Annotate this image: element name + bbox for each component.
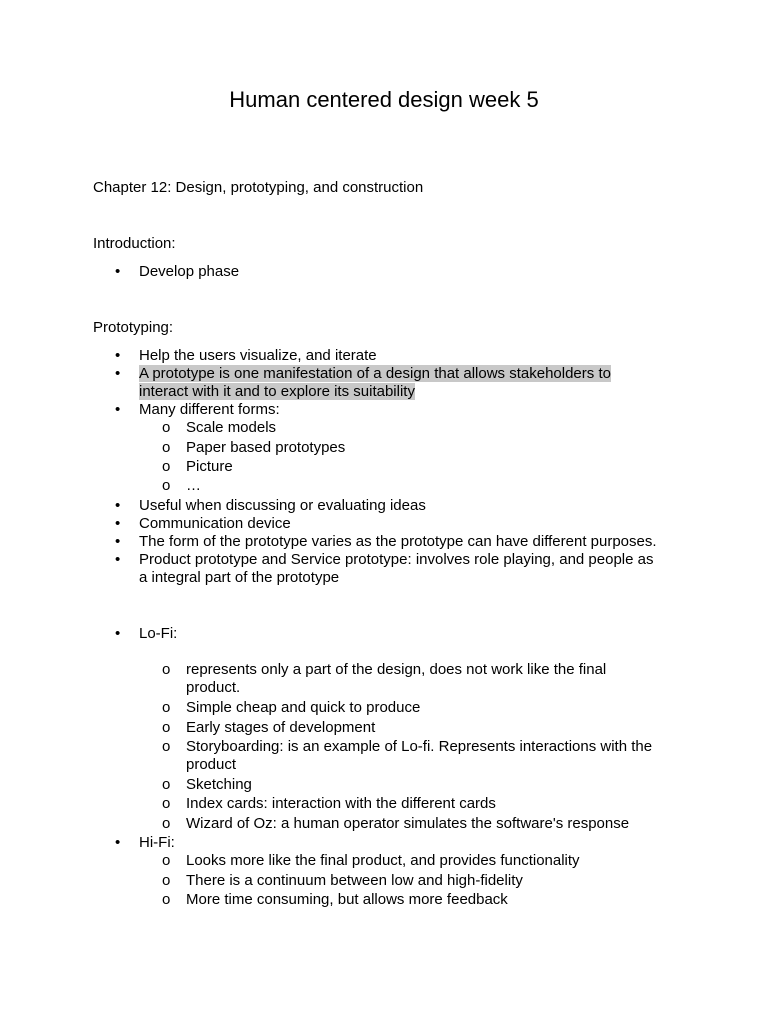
sub-list-item-text: More time consuming, but allows more feedback (186, 891, 508, 908)
list-item-text-block (139, 365, 684, 401)
list-item-text: The form of the prototype varies as the prototype can have different purposes. (139, 533, 657, 550)
list-item-text: a integral part of the prototype (139, 569, 340, 586)
sub-bullet-icon: o (162, 458, 171, 475)
sub-bullet-icon: o (162, 477, 171, 494)
sub-bullet-icon: o (162, 852, 171, 869)
sub-bullet-icon: o (162, 661, 171, 678)
document-title: Human centered design week 5 (229, 87, 539, 112)
sub-list-item-text: product (186, 756, 237, 773)
sub-list-item-text: Sketching (186, 776, 252, 793)
sub-list-item-text: product. (186, 679, 241, 696)
list-item-text: Communication device (139, 515, 291, 532)
sub-bullet-icon: o (162, 439, 171, 456)
sub-list-item-text: … (186, 477, 201, 494)
bullet-icon: • (115, 263, 121, 280)
bullet-icon: • (115, 551, 121, 568)
sub-list-item-text-block (186, 661, 676, 697)
bullet-icon: • (115, 401, 121, 418)
bullet-icon: • (115, 515, 121, 532)
list-item-text: Useful when discussing or evaluating ideas (139, 497, 426, 514)
sub-list-item-text: Storyboarding: is an example of Lo-fi. Represents interactions with the (186, 738, 653, 755)
sub-bullet-icon: o (162, 419, 171, 436)
sub-bullet-icon: o (162, 815, 171, 832)
sub-bullet-icon: o (162, 699, 171, 716)
sub-bullet-icon: o (162, 891, 171, 908)
hifi-label: Hi-Fi: (139, 834, 175, 851)
bullet-icon: • (115, 533, 121, 550)
sub-list-item-text: Scale models (186, 419, 277, 436)
sub-list-item-text: Paper based prototypes (186, 439, 346, 456)
bullet-icon: • (115, 347, 121, 364)
highlighted-text: A prototype is one manifestation of a design that allows stakeholders to (139, 365, 611, 382)
sub-list-item-text: There is a continuum between low and high-fidelity (186, 872, 523, 889)
lofi-label: Lo-Fi: (139, 625, 178, 642)
sub-list-item-text-block (186, 738, 676, 774)
sub-bullet-icon: o (162, 776, 171, 793)
highlighted-text: interact with it and to explore its suitability (139, 383, 415, 400)
list-item-text-block (139, 551, 684, 587)
sub-list-item-text: Looks more like the final product, and provides functionality (186, 852, 580, 869)
sub-list-item-text: represents only a part of the design, does not work like the final (186, 661, 607, 678)
prototyping-heading: Prototyping: (93, 319, 174, 336)
list-item-text: Product prototype and Service prototype: involves role playing, and people as (139, 551, 654, 568)
sub-list-item-text: Index cards: interaction with the different cards (186, 795, 496, 812)
sub-list-item-text: Simple cheap and quick to produce (186, 699, 421, 716)
sub-list-item-text: Early stages of development (186, 719, 376, 736)
list-item-text: Many different forms: (139, 401, 280, 418)
sub-list-item-text: Wizard of Oz: a human operator simulates the software's response (186, 815, 630, 832)
sub-bullet-icon: o (162, 738, 171, 755)
sub-bullet-icon: o (162, 795, 171, 812)
bullet-icon: • (115, 834, 121, 851)
list-item-text: Develop phase (139, 263, 240, 280)
bullet-icon: • (115, 365, 121, 382)
introduction-heading: Introduction: (93, 235, 176, 252)
sub-bullet-icon: o (162, 719, 171, 736)
sub-list-item-text: Picture (186, 458, 233, 475)
bullet-icon: • (115, 497, 121, 514)
chapter-heading: Chapter 12: Design, prototyping, and construction (93, 179, 424, 196)
sub-bullet-icon: o (162, 872, 171, 889)
list-item-text: Help the users visualize, and iterate (139, 347, 377, 364)
bullet-icon: • (115, 625, 121, 642)
